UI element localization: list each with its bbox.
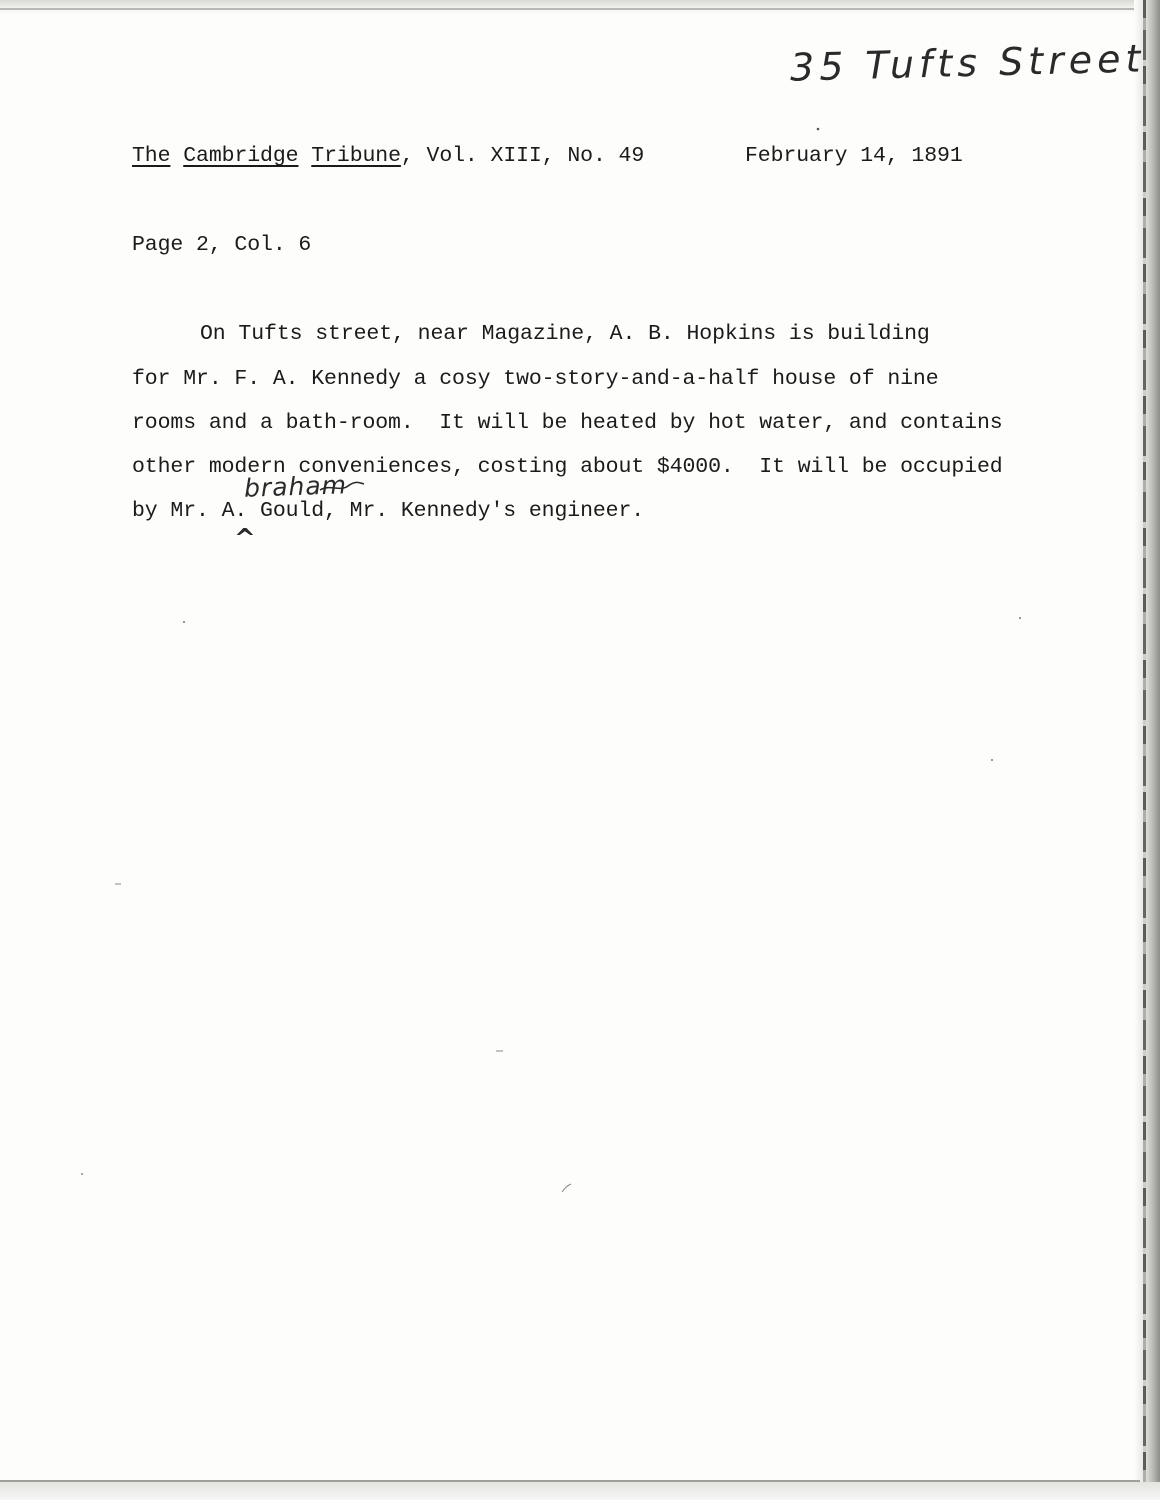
volume-issue: , Vol. XIII, No. 49 bbox=[400, 144, 645, 168]
article-line-3: rooms and a bath-room. It will be heated by hot water, and contains bbox=[132, 411, 1003, 435]
publication-word-tribune: Tribune bbox=[311, 144, 401, 168]
publication-word-cambridge: Cambridge bbox=[183, 144, 299, 168]
article-line-2: for Mr. F. A. Kennedy a cosy two-story-and-a-half house of nine bbox=[132, 367, 939, 391]
citation-date: February 14, 1891 bbox=[745, 144, 963, 168]
article-line-5: by Mr. A. Gould, Mr. Kennedy's engineer. bbox=[132, 499, 645, 523]
article-line-1: On Tufts street, near Magazine, A. B. Hopkins is building bbox=[200, 322, 930, 346]
article-line-4: other modern conveniences, costing about $4000. It will be occupied bbox=[132, 455, 1003, 479]
page-column-reference: Page 2, Col. 6 bbox=[132, 233, 312, 257]
insertion-caret: ^ bbox=[234, 524, 256, 554]
handwritten-address-note: 35 Tufts Street bbox=[789, 36, 1146, 90]
handwritten-insertion: braham bbox=[243, 470, 348, 503]
publication-word-the: The bbox=[132, 144, 171, 168]
